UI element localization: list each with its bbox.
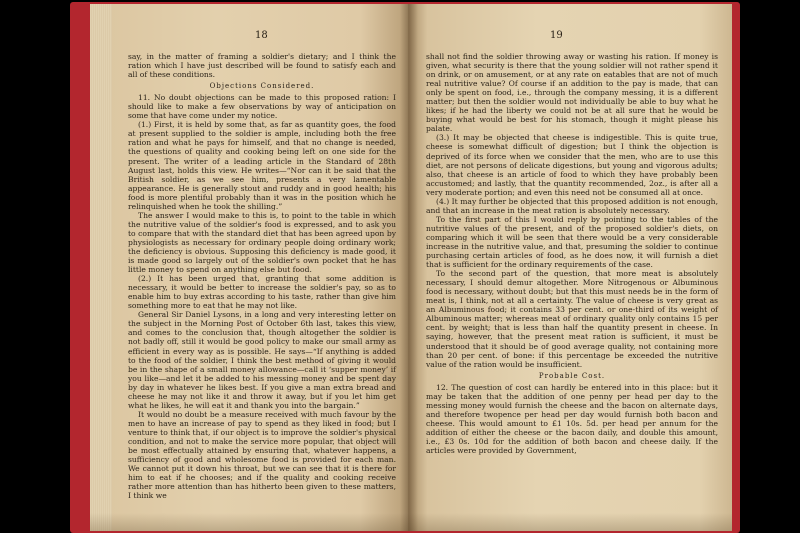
- open-book: [90, 4, 732, 531]
- paragraph: General Sir Daniel Lysons, in a long and very interesting letter on the subject in the Morning Post of October 6th last, takes this view, and comes to the conclusion that, though altogether the soldier is not badly off, still it would be good policy to make our small army as efficient in every way as is possible. He says—“If anything is added to the food of the soldier, I think the best method of giving it would be in the shape of a small money allowance—call it ‘supper money’ if you like—and let it be added to his messing money and be spent day by day in whatever he likes best. If you give a man extra bread and cheese he may not like it and throw it away, but if you let him get what he likes, he will eat it and thank you into the bargain.”: [128, 310, 396, 410]
- paragraph: say, in the matter of framing a soldier's dietary; and I think the ration which I have just described will be found to satisfy each and all of these conditions.: [128, 52, 396, 80]
- page-shadow: [408, 513, 732, 531]
- section-heading: Probable Cost.: [538, 371, 606, 380]
- page-shadow: [90, 513, 408, 531]
- paragraph: (2.) It has been urged that, granting that some addition is necessary, it would be better to increase the soldier's pay, so as to enable him to buy extras according to his taste, rather than give him something more to eat that he may not like.: [128, 274, 396, 311]
- left-page: [90, 4, 408, 531]
- paragraph: (4.) It may further be objected that this proposed addition is not enough, and that an increase in the meat ration is absolutely necessary.: [426, 196, 718, 215]
- paragraph: (1.) First, it is held by some that, as far as quantity goes, the food at present supplied to the soldier is ample, including both the free ration and what he pays for himself, and that no change is needed, the questions of quality and cooking being left on one side for the present. The writer of a leading article in the Standard of 28th August last, holds this view. He writes—“Nor can it be said that the British soldier, as we see him, presents a very lamentable appearance. He is generally stout and ruddy and in good health; his food is more plentiful probably than it was in the position which he relinquished when he took the shilling.”: [128, 120, 396, 211]
- paragraph: To the first part of this I would reply by pointing to the tables of the nutritive values of the present, and of the proposed soldier's diets, on comparing which it will be seen that there would be a very considerable increase in the nutritive value, and that, presuming the soldier to continue purchasing certain articles of food, as he does now, it will furnish a diet that is sufficient for the ordinary requirements of the case.: [426, 214, 718, 270]
- paragraph: The answer I would make to this is, to point to the table in which the nutritive value of the soldier's food is expressed, and to ask you to compare that with the standard diet that has been agreed upon by physiologists as necessary for ordinary people doing ordinary work; the deficiency is obvious. Supposing this deficiency is made good, it is made good so largely out of the soldier's own pocket that he has little money to spend on anything else but food.: [128, 210, 396, 275]
- page-number: 19: [550, 30, 563, 41]
- paragraph: (3.) It may be objected that cheese is indigestible. This is quite true, cheese is somewhat difficult of digestion; but I think the objection is deprived of its force when we consider that the men, who are to use this diet, are not persons of delicate digestions, but young and vigorous adults; also, that cheese is an article of food to which they have probably been accustomed; and lastly, that the quantity recommended, 2oz., is after all a very moderate portion; and even this need not be consumed all at once.: [426, 133, 718, 197]
- book-gutter: [400, 4, 418, 531]
- paragraph: 11. No doubt objections can be made to this proposed ration: I should like to make a few observations by way of anticipation on some that have come under my notice.: [128, 93, 396, 121]
- paragraph: shall not find the soldier throwing away or wasting his ration. If money is given, what security is there that the young soldier will not rather spend it on drink, or on amusement, or at any rate on eatables that are not of much real nutritive value? Of course if an addition to the pay is made, that can only be spent on food, i.e., through the company messing, it is a different matter; but then the soldier would not individually be able to buy what he likes; if he had the liberty we could not be at all sure that he would be buying what would be best for his stomach, though it might please his palate.: [426, 52, 718, 134]
- right-page-text: [426, 52, 718, 455]
- section-heading: Objections Considered.: [209, 82, 315, 91]
- paragraph: It would no doubt be a measure received with much favour by the men to have an increase of pay to spend as they liked in food; but I venture to think that, if our object is to improve the soldier's physical condition, and not to make the service more popular, that object will be most effectually attained by ensuring that, whatever happens, a sufficiency of good and wholesome food is provided for each man. We cannot put it down his throat, but we can see that it is there for him to eat if he chooses; and if the quality and cooking receive rather more attention than has hitherto been given to these matters, I think we: [128, 409, 396, 501]
- paragraph: To the second part of the question, that more meat is absolutely necessary, I should demur altogether. More Nitrogenous or Albuminous food is necessary, without doubt; but that this must needs be in the form of meat is, I think, not at all a certainty. The value of cheese is very great as an Albuminous food; it contains 33 per cent. or one-third of its weight of Albuminous matter; whereas meat of ordinary quality only contains 15 per cent. by weight; that is less than half the quantity present in cheese. In saying, however, that the present meat ration is sufficient, it must be understood that it should be of good average quality, not containing more than 20 per cent. of bone: if this percentage be exceeded the nutritive value of the ration would be insufficient.: [426, 269, 718, 369]
- right-page: [408, 4, 732, 531]
- left-page-text: [128, 52, 396, 500]
- paragraph: 12. The question of cost can hardly be entered into in this place: but it may be taken that the addition of one penny per head per day to the messing money would furnish the cheese and the bacon on alternate days, and therefore twopence per head per day would furnish both bacon and cheese. This would amount to £1 10s. 5d. per head per annum for the addition of either the cheese or the bacon daily, and double this amount, i.e., £3 0s. 10d for the addition of both bacon and cheese daily. If the articles were provided by Government,: [426, 382, 718, 456]
- page-fore-edge: [90, 4, 112, 531]
- page-number: 18: [255, 30, 268, 41]
